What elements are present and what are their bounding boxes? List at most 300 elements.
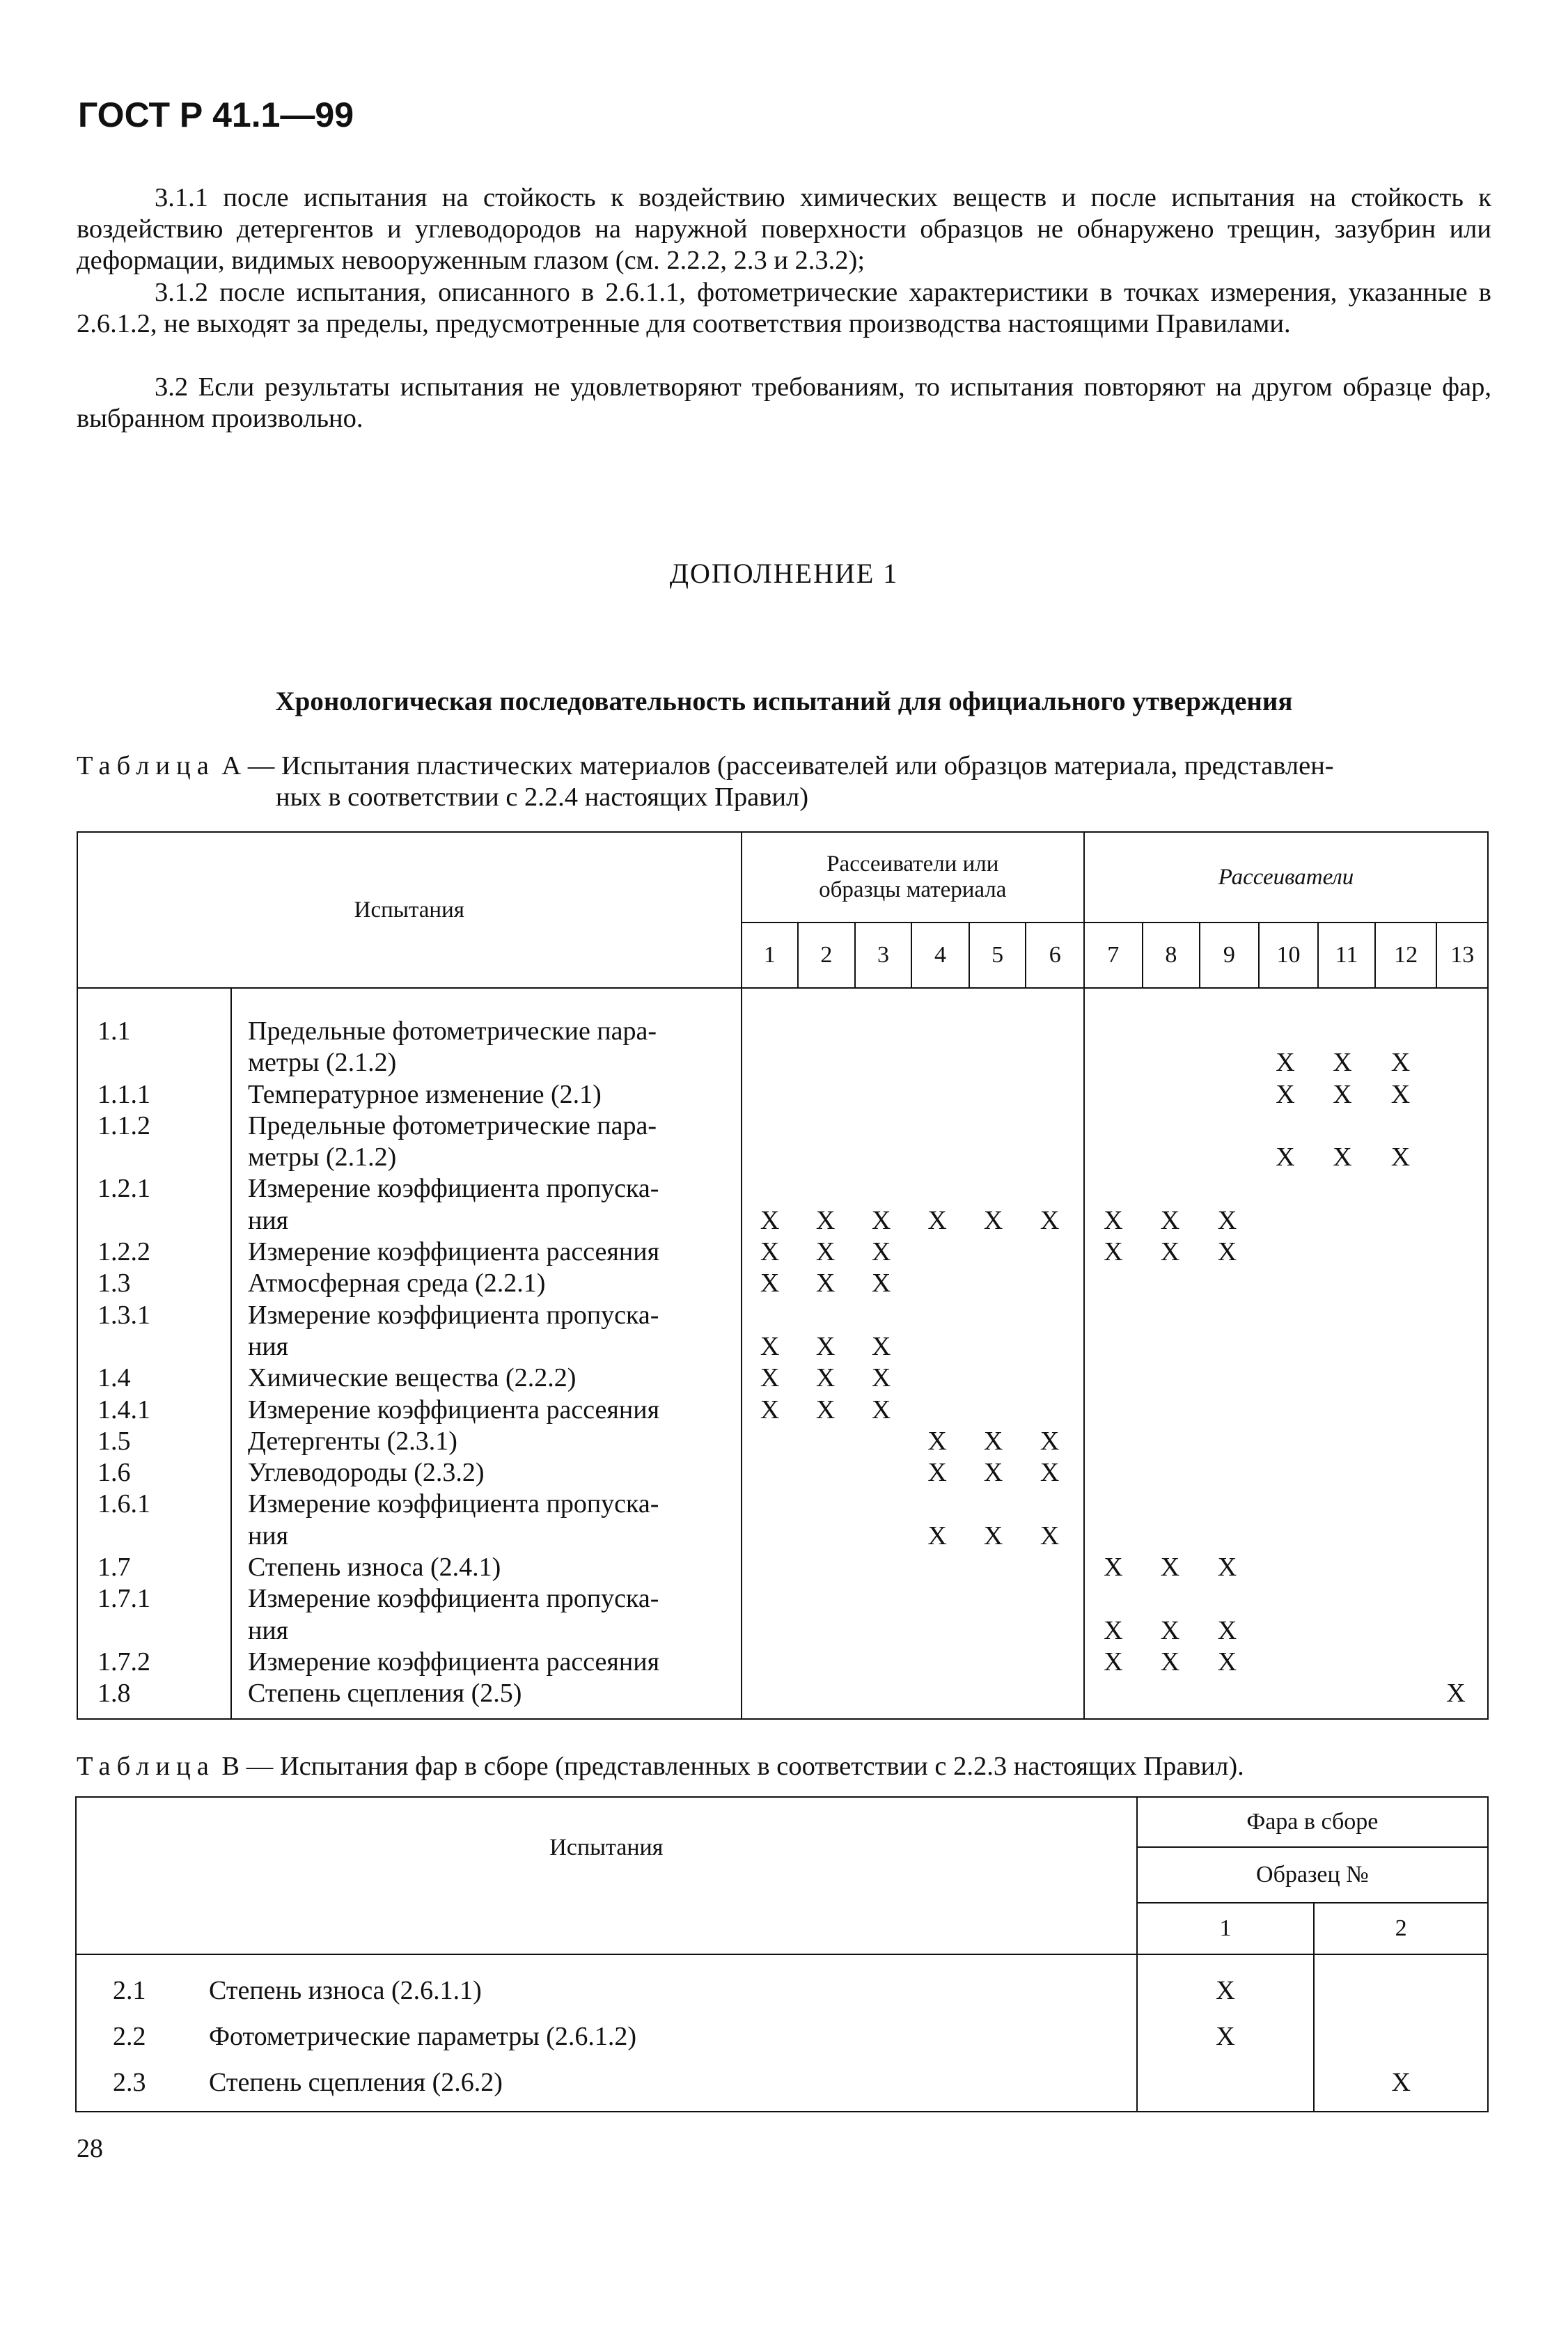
table-a-mark: X bbox=[983, 1205, 1003, 1235]
table-a-mark: X bbox=[1040, 1521, 1060, 1551]
table-a-col-3: 3 bbox=[855, 923, 912, 988]
table-a-mark bbox=[798, 1583, 854, 1615]
table-a-row-name: ния bbox=[248, 1205, 289, 1235]
table-a-mark bbox=[1256, 1110, 1315, 1142]
table-a-mark bbox=[1198, 1489, 1256, 1520]
table-a-mark bbox=[966, 1552, 1021, 1583]
table-a-mark bbox=[909, 1678, 966, 1709]
table-a-header-tests: Испытания bbox=[77, 832, 742, 988]
table-a-mark bbox=[1431, 1079, 1481, 1110]
table-a-mark bbox=[1370, 1300, 1431, 1331]
table-a-mark bbox=[1021, 1047, 1079, 1078]
table-a-mark bbox=[1431, 1268, 1481, 1299]
table-a-col-9: 9 bbox=[1200, 923, 1259, 988]
table-a-mark: X bbox=[1217, 1205, 1237, 1235]
table-a-col-12: 12 bbox=[1375, 923, 1437, 988]
table-a-mark: X bbox=[1276, 1079, 1295, 1109]
table-a-mark bbox=[1370, 1489, 1431, 1520]
table-a-mark bbox=[742, 1047, 798, 1078]
table-a-mark bbox=[909, 1395, 966, 1426]
table-a-mark bbox=[1142, 1173, 1198, 1204]
table-a-mark bbox=[1431, 1047, 1481, 1078]
table-b-mark bbox=[1138, 2059, 1314, 2105]
table-b-header-sub: Образец № bbox=[1137, 1847, 1488, 1903]
table-b-mark: X bbox=[1216, 1976, 1235, 2005]
table-a-col-6: 6 bbox=[1026, 923, 1084, 988]
table-a-mark bbox=[909, 1047, 966, 1078]
table-a-mark bbox=[798, 1079, 854, 1110]
table-a-group2-marks bbox=[1084, 988, 1488, 1719]
table-a-mark bbox=[1256, 1457, 1315, 1489]
table-a-mark bbox=[1315, 1331, 1370, 1363]
table-a-mark bbox=[1142, 1079, 1198, 1110]
table-a-row-number: 1.3.1 bbox=[97, 1300, 150, 1330]
table-a-mark bbox=[1085, 1173, 1142, 1204]
table-a-mark bbox=[854, 1552, 909, 1583]
table-a-mark bbox=[742, 1615, 798, 1647]
table-a-mark bbox=[742, 1426, 798, 1457]
table-a-mark bbox=[1431, 1489, 1481, 1520]
table-a-mark bbox=[742, 1552, 798, 1583]
table-a-mark bbox=[1021, 1079, 1079, 1110]
table-a-mark bbox=[909, 1583, 966, 1615]
table-a-mark bbox=[742, 1079, 798, 1110]
table-a-mark bbox=[1142, 1678, 1198, 1709]
table-a-mark bbox=[1256, 1647, 1315, 1678]
table-a-mark bbox=[1431, 1331, 1481, 1363]
table-a-mark bbox=[1198, 1457, 1256, 1489]
table-a-mark bbox=[854, 1079, 909, 1110]
table-a-row-names bbox=[230, 989, 659, 1718]
table-a-mark bbox=[1256, 1395, 1315, 1426]
table-a-mark bbox=[1431, 1237, 1481, 1268]
table-a-row-name: Измерение коэффициента рассеяния bbox=[248, 1395, 660, 1424]
table-a-mark bbox=[1142, 1300, 1198, 1331]
table-a-row-number: 1.4.1 bbox=[97, 1395, 150, 1424]
table-a-group1-marks bbox=[742, 988, 1084, 1719]
table-a-mark bbox=[1142, 1521, 1198, 1552]
table-a-mark bbox=[1256, 1489, 1315, 1520]
table-a-row-name: Степень износа (2.4.1) bbox=[248, 1553, 501, 1583]
table-a-row-number bbox=[97, 1047, 230, 1078]
table-a-mark bbox=[909, 1268, 966, 1299]
table-a-mark bbox=[1142, 1268, 1198, 1299]
table-a-mark bbox=[1021, 1678, 1079, 1709]
table-a-mark bbox=[1142, 1583, 1198, 1615]
table-a-mark: X bbox=[815, 1331, 836, 1361]
table-a-mark: X bbox=[760, 1269, 780, 1298]
table-a-mark bbox=[1256, 1205, 1315, 1237]
table-a-mark: X bbox=[1333, 1048, 1352, 1078]
table-a-mark bbox=[966, 1583, 1021, 1615]
table-a-mark bbox=[1142, 1363, 1198, 1394]
addendum-title: ДОПОЛНЕНИЕ 1 bbox=[669, 558, 899, 589]
table-a-mark: X bbox=[760, 1363, 780, 1393]
table-a-mark bbox=[1370, 1331, 1431, 1363]
table-a-mark bbox=[909, 1363, 966, 1394]
table-a-row-name: Степень сцепления (2.5) bbox=[248, 1679, 522, 1709]
table-a-mark bbox=[1198, 1268, 1256, 1299]
table-a-mark bbox=[966, 1395, 1021, 1426]
table-a-mark bbox=[1085, 1142, 1142, 1173]
table-a-mark bbox=[1370, 1205, 1431, 1237]
table-a-caption-label: Таблица bbox=[77, 751, 215, 780]
table-a-row-number bbox=[97, 1142, 230, 1173]
table-a-mark bbox=[1085, 1079, 1142, 1110]
table-a-header-group1: Рассеиватели или образцы материала bbox=[742, 832, 1084, 923]
table-b-col-1: 1 bbox=[1137, 1903, 1315, 1954]
table-a-mark: X bbox=[760, 1205, 780, 1235]
table-a-mark bbox=[909, 1016, 966, 1047]
table-a-mark bbox=[1198, 1583, 1256, 1615]
table-a-mark bbox=[1370, 1678, 1431, 1709]
table-a-mark: X bbox=[871, 1205, 891, 1235]
table-a-mark: X bbox=[1446, 1679, 1466, 1709]
table-a-mark: X bbox=[815, 1205, 836, 1235]
table-a-mark: X bbox=[871, 1363, 891, 1393]
table-a-marks-col-5 bbox=[966, 1016, 1021, 1710]
table-a-row-number: 1.7.1 bbox=[97, 1584, 150, 1614]
table-a-mark bbox=[1021, 1237, 1079, 1268]
document-header: ГОСТ Р 41.1—99 bbox=[78, 95, 354, 134]
table-a-col-5: 5 bbox=[969, 923, 1026, 988]
table-a-mark bbox=[854, 1047, 909, 1078]
table-a-mark bbox=[1198, 1395, 1256, 1426]
table-b-row-number: 2.3 bbox=[113, 2068, 146, 2097]
table-a-mark bbox=[966, 1016, 1021, 1047]
table-a-mark bbox=[1431, 1521, 1481, 1552]
table-a-mark: X bbox=[1040, 1426, 1060, 1456]
table-a-mark: X bbox=[1104, 1647, 1123, 1677]
table-a-mark bbox=[1431, 1615, 1481, 1647]
table-a-mark bbox=[966, 1268, 1021, 1299]
table-a-mark bbox=[909, 1079, 966, 1110]
table-a-mark bbox=[1085, 1583, 1142, 1615]
table-a-mark: X bbox=[927, 1521, 947, 1551]
table-a-mark bbox=[909, 1552, 966, 1583]
table-a-body bbox=[77, 988, 1488, 1719]
table-a-mark bbox=[1021, 1615, 1079, 1647]
table-a-mark bbox=[1085, 1457, 1142, 1489]
table-a-mark bbox=[1431, 1300, 1481, 1331]
table-a-mark bbox=[798, 1647, 854, 1678]
table-a-mark bbox=[1370, 1521, 1431, 1552]
table-a-mark bbox=[798, 1521, 854, 1552]
table-a-mark bbox=[1431, 1110, 1481, 1142]
table-a-mark bbox=[1431, 1205, 1481, 1237]
table-a-mark bbox=[1315, 1205, 1370, 1237]
table-a-mark bbox=[1370, 1016, 1431, 1047]
table-a-mark bbox=[854, 1489, 909, 1520]
table-b-col-2: 2 bbox=[1314, 1903, 1488, 1954]
table-a-mark bbox=[909, 1237, 966, 1268]
table-a-mark bbox=[1315, 1647, 1370, 1678]
table-a-row-number: 1.1 bbox=[97, 1016, 131, 1046]
table-b-mark: X bbox=[1216, 2022, 1235, 2051]
table-b bbox=[75, 1796, 1489, 2112]
table-a-mark bbox=[1431, 1142, 1481, 1173]
table-a-mark bbox=[1085, 1016, 1142, 1047]
table-a-col-7: 7 bbox=[1084, 923, 1143, 988]
table-a-mark bbox=[909, 1173, 966, 1204]
table-a-mark bbox=[1085, 1363, 1142, 1394]
table-a-mark bbox=[909, 1142, 966, 1173]
table-a-mark bbox=[854, 1615, 909, 1647]
table-a-row-name: Измерение коэффициента пропуска- bbox=[248, 1584, 659, 1614]
table-a-col-10: 10 bbox=[1259, 923, 1319, 988]
table-a-mark bbox=[909, 1110, 966, 1142]
table-b-rows-cell bbox=[76, 1954, 1137, 2112]
table-a-mark bbox=[1315, 1615, 1370, 1647]
paragraph-3-1-1: 3.1.1 после испытания на стойкость к воздействию химических веществ и после испытания на стойкость к воздействию детергентов и углеводородов на наружной поверхности образцов не обнаружено трещин, зазубрин или деформации, видимых невооруженным глазом (см. 2.2.2, 2.3 и 2.3.2); bbox=[77, 183, 1491, 275]
table-a-mark: X bbox=[871, 1237, 891, 1267]
table-a-mark bbox=[1256, 1615, 1315, 1647]
table-a-mark bbox=[854, 1583, 909, 1615]
table-a-mark bbox=[1256, 1521, 1315, 1552]
table-a-mark bbox=[798, 1426, 854, 1457]
table-a-mark bbox=[909, 1615, 966, 1647]
table-a-mark: X bbox=[1160, 1615, 1180, 1645]
table-a-mark bbox=[1021, 1395, 1079, 1426]
table-a-row-number: 1.3 bbox=[97, 1269, 131, 1298]
table-a-mark bbox=[742, 1489, 798, 1520]
table-a-row-name: ния bbox=[248, 1521, 289, 1551]
table-a-mark bbox=[1315, 1678, 1370, 1709]
table-a-mark bbox=[1256, 1331, 1315, 1363]
table-a-mark bbox=[1021, 1552, 1079, 1583]
table-a-mark bbox=[1431, 1173, 1481, 1204]
table-b-row-number: 2.1 bbox=[113, 1976, 146, 2005]
table-a-mark bbox=[1198, 1300, 1256, 1331]
table-a-mark bbox=[1142, 1016, 1198, 1047]
table-a-mark bbox=[854, 1521, 909, 1552]
table-a-row-number: 1.7.2 bbox=[97, 1647, 150, 1677]
table-a-row-name: Детергенты (2.3.1) bbox=[248, 1426, 457, 1456]
table-a-mark bbox=[1021, 1300, 1079, 1331]
table-a-mark bbox=[909, 1300, 966, 1331]
table-a-mark bbox=[1315, 1173, 1370, 1204]
table-a-mark bbox=[1370, 1363, 1431, 1394]
table-a-mark: X bbox=[815, 1269, 836, 1298]
table-a-mark bbox=[1370, 1395, 1431, 1426]
table-a-row-number: 1.8 bbox=[97, 1679, 131, 1709]
table-a-caption-text: А — Испытания пластических материалов (рассеивателей или образцов материала, представлен- bbox=[221, 751, 1334, 780]
table-a-mark bbox=[1315, 1521, 1370, 1552]
table-a-mark bbox=[854, 1457, 909, 1489]
table-a-mark bbox=[798, 1552, 854, 1583]
table-a-mark: X bbox=[983, 1458, 1003, 1488]
table-a-mark bbox=[1370, 1457, 1431, 1489]
table-a-mark bbox=[1198, 1110, 1256, 1142]
table-a-mark bbox=[1085, 1331, 1142, 1363]
table-a-mark bbox=[1370, 1110, 1431, 1142]
table-b-mark bbox=[1315, 1968, 1487, 2014]
table-a-mark bbox=[1142, 1489, 1198, 1520]
table-a-mark bbox=[1021, 1583, 1079, 1615]
table-a-mark bbox=[1142, 1331, 1198, 1363]
table-a-row-number bbox=[97, 1521, 230, 1552]
table-a-mark bbox=[966, 1300, 1021, 1331]
table-a-mark bbox=[1198, 1047, 1256, 1078]
table-a-mark bbox=[798, 1173, 854, 1204]
section-title: Хронологическая последовательность испытаний для официального утверждения bbox=[275, 686, 1293, 716]
table-a-marks-col-11 bbox=[1315, 1016, 1370, 1710]
table-a-col-2: 2 bbox=[798, 923, 855, 988]
table-a-mark: X bbox=[927, 1426, 947, 1456]
table-a-mark: X bbox=[1160, 1647, 1180, 1677]
table-a-mark bbox=[1085, 1110, 1142, 1142]
table-a-mark bbox=[1256, 1173, 1315, 1204]
table-a-mark bbox=[1198, 1678, 1256, 1709]
table-a-row-name: Атмосферная среда (2.2.1) bbox=[248, 1269, 546, 1298]
table-a-row-name: Измерение коэффициента рассеяния bbox=[248, 1237, 660, 1267]
table-a-row-number: 1.6.1 bbox=[97, 1489, 150, 1519]
table-a-row-number: 1.5 bbox=[97, 1426, 131, 1456]
table-b-body bbox=[76, 1954, 1488, 2112]
table-a-mark bbox=[1431, 1363, 1481, 1394]
table-b-caption-label: Таблица bbox=[77, 1752, 215, 1781]
table-a-mark bbox=[1142, 1395, 1198, 1426]
table-a-col-4: 4 bbox=[911, 923, 969, 988]
table-a-row-number bbox=[97, 1615, 230, 1647]
table-b-mark: X bbox=[1391, 2068, 1411, 2097]
table-a-mark bbox=[966, 1678, 1021, 1709]
table-a-mark bbox=[1315, 1489, 1370, 1520]
table-a-mark bbox=[1315, 1110, 1370, 1142]
table-a-mark: X bbox=[1040, 1205, 1060, 1235]
table-a-mark bbox=[966, 1331, 1021, 1363]
table-a-mark bbox=[1315, 1016, 1370, 1047]
table-a-marks-col-1 bbox=[742, 1016, 798, 1710]
table-a-mark bbox=[742, 1647, 798, 1678]
table-a-col-13: 13 bbox=[1436, 923, 1488, 988]
table-a-mark bbox=[798, 1142, 854, 1173]
table-a-mark bbox=[1315, 1457, 1370, 1489]
table-a-marks-col-13 bbox=[1431, 1016, 1481, 1710]
table-a-mark bbox=[1315, 1395, 1370, 1426]
table-a-mark bbox=[742, 1457, 798, 1489]
table-a-mark bbox=[798, 1110, 854, 1142]
table-a-row-number: 1.2.1 bbox=[97, 1174, 150, 1204]
table-b-row-name: Степень износа (2.6.1.1) bbox=[209, 1976, 482, 2005]
table-a-mark bbox=[966, 1173, 1021, 1204]
table-b-row-number: 2.2 bbox=[113, 2022, 146, 2051]
table-a-mark bbox=[1370, 1237, 1431, 1268]
table-a-row-name: Измерение коэффициента пропуска- bbox=[248, 1489, 659, 1519]
table-a-mark bbox=[798, 1678, 854, 1709]
table-a-mark: X bbox=[1217, 1237, 1237, 1267]
table-a-mark: X bbox=[1104, 1615, 1123, 1645]
paragraph-3-2: 3.2 Если результаты испытания не удовлетворяют требованиям, то испытания повторяют на другом образце фар, выбранном произвольно. bbox=[77, 372, 1491, 433]
table-b-header-tests: Испытания bbox=[76, 1797, 1137, 1954]
table-a-row-name: Температурное изменение (2.1) bbox=[248, 1079, 602, 1109]
table-a-mark bbox=[1256, 1552, 1315, 1583]
table-a-mark bbox=[742, 1110, 798, 1142]
table-a-mark bbox=[966, 1079, 1021, 1110]
table-a-marks-col-7 bbox=[1085, 1016, 1142, 1710]
table-a-mark bbox=[1315, 1552, 1370, 1583]
table-a-mark bbox=[1315, 1426, 1370, 1457]
table-a-mark bbox=[966, 1647, 1021, 1678]
table-a-mark bbox=[1021, 1173, 1079, 1204]
table-a-mark bbox=[1370, 1615, 1431, 1647]
table-a-mark bbox=[1315, 1583, 1370, 1615]
table-a-mark bbox=[1315, 1363, 1370, 1394]
table-a-row-name: Измерение коэффициента рассеяния bbox=[248, 1647, 660, 1677]
table-a-mark bbox=[1198, 1173, 1256, 1204]
table-a-row-name: метры (2.1.2) bbox=[248, 1048, 397, 1078]
table-a-mark bbox=[854, 1678, 909, 1709]
table-a-mark bbox=[1085, 1300, 1142, 1331]
table-a-mark bbox=[1256, 1678, 1315, 1709]
table-a-mark bbox=[1370, 1268, 1431, 1299]
table-a-mark: X bbox=[983, 1521, 1003, 1551]
table-a-mark bbox=[1315, 1268, 1370, 1299]
table-a-mark bbox=[1431, 1583, 1481, 1615]
table-a-mark bbox=[909, 1489, 966, 1520]
table-a-mark bbox=[1256, 1426, 1315, 1457]
table-a-mark bbox=[1021, 1647, 1079, 1678]
table-a-mark: X bbox=[1217, 1647, 1237, 1677]
table-a-row-number: 1.2.2 bbox=[97, 1237, 150, 1267]
table-a-row-number: 1.1.2 bbox=[97, 1110, 150, 1140]
table-a-marks-col-8 bbox=[1142, 1016, 1198, 1710]
table-a-mark bbox=[1085, 1268, 1142, 1299]
table-a-row-name: Химические вещества (2.2.2) bbox=[248, 1363, 577, 1393]
table-a-mark bbox=[1370, 1647, 1431, 1678]
table-a-row-name: Измерение коэффициента пропуска- bbox=[248, 1174, 659, 1204]
table-a-row-number bbox=[97, 1205, 230, 1237]
table-a-mark bbox=[742, 1016, 798, 1047]
table-a-mark bbox=[1198, 1016, 1256, 1047]
table-a-mark: X bbox=[983, 1426, 1003, 1456]
table-a-mark bbox=[909, 1331, 966, 1363]
table-a-marks-col-4 bbox=[909, 1016, 966, 1710]
table-a-mark bbox=[1431, 1426, 1481, 1457]
table-a-mark bbox=[1256, 1237, 1315, 1268]
table-a-mark: X bbox=[1390, 1143, 1411, 1172]
table-a-mark: X bbox=[871, 1331, 891, 1361]
table-a-mark bbox=[1021, 1110, 1079, 1142]
table-a-mark bbox=[966, 1363, 1021, 1394]
table-a-mark bbox=[742, 1142, 798, 1173]
table-a-mark bbox=[742, 1173, 798, 1204]
table-a-mark bbox=[1256, 1363, 1315, 1394]
table-a-mark: X bbox=[760, 1395, 780, 1424]
table-a-mark bbox=[1431, 1016, 1481, 1047]
table-a-mark: X bbox=[1217, 1553, 1237, 1583]
table-a-row-numbers bbox=[78, 1016, 230, 1710]
table-a-mark bbox=[1256, 1583, 1315, 1615]
table-a-mark: X bbox=[760, 1331, 780, 1361]
table-a-mark bbox=[1142, 1426, 1198, 1457]
table-a-mark bbox=[798, 1489, 854, 1520]
table-a-row-name: ния bbox=[248, 1331, 289, 1361]
table-b-mark bbox=[1315, 2014, 1487, 2059]
table-a-mark bbox=[1256, 1300, 1315, 1331]
table-a-mark bbox=[1085, 1047, 1142, 1078]
table-a bbox=[77, 831, 1489, 1720]
table-a-mark bbox=[1198, 1079, 1256, 1110]
table-a-mark bbox=[1431, 1395, 1481, 1426]
table-a-mark bbox=[1142, 1457, 1198, 1489]
table-a-mark: X bbox=[1276, 1048, 1295, 1078]
table-a-mark bbox=[798, 1016, 854, 1047]
table-a-mark: X bbox=[871, 1395, 891, 1424]
table-a-mark: X bbox=[815, 1363, 836, 1393]
table-a-mark bbox=[854, 1142, 909, 1173]
table-a-mark bbox=[742, 1678, 798, 1709]
